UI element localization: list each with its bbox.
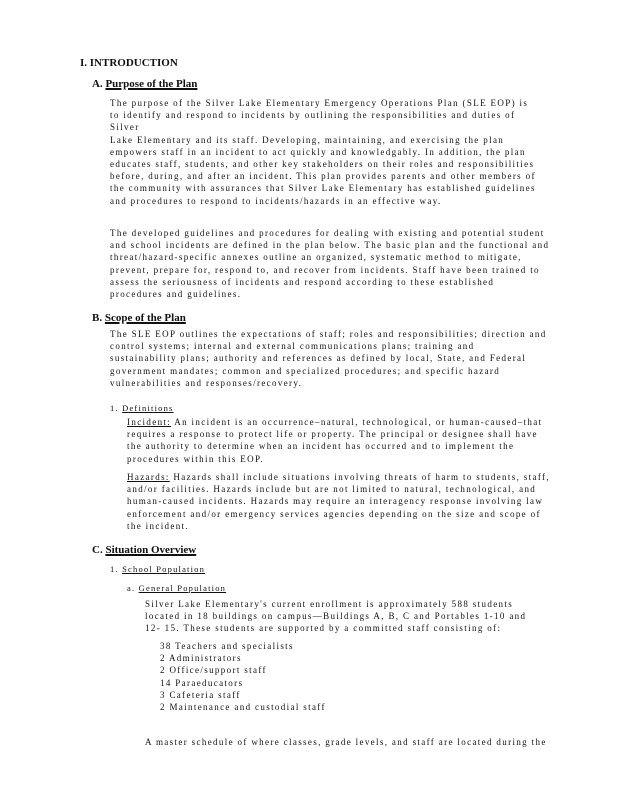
definition-term: Incident: bbox=[127, 417, 172, 427]
master-schedule-paragraph: A master schedule of where classes, grade levels, and staff are located during the bbox=[145, 737, 547, 747]
section-heading-introduction: I. INTRODUCTION bbox=[80, 57, 178, 69]
definition-text: Hazards shall include situations involving threats of harm to students, staff, and/or facilities. Hazards include but are not limited to natural, technological, and human-caused incidents. Hazards may require an interagency response involving law enforcement and/or emergency services agencies depending on the size and scope of the incident. bbox=[127, 472, 550, 531]
heading-situation-overview bbox=[92, 544, 196, 556]
subheading-number: 1. bbox=[110, 403, 119, 413]
subheading-school-population bbox=[110, 564, 205, 574]
purpose-paragraph-2: The developed guidelines and procedures for dealing with existing and potential student and school incidents are defined in the plan below. The basic plan and the functional and threat/hazard-specific annexes outline an organized, systematic method to mitigate, prevent, prepare for, respond to, and recover from incidents. Staff have been trained to assess the seriousness of incidents and respond according to these established procedures and guidelines. bbox=[110, 228, 550, 300]
population-paragraph: Silver Lake Elementary's current enrollment is approximately 588 students located in 18 buildings on campus—Buildings A, B, C and Portables 1-10 and 12- 15. These students are supported by a committed staff consisting of: bbox=[145, 599, 527, 634]
heading-letter: B. bbox=[92, 312, 103, 324]
subheading-title: General Population bbox=[138, 583, 227, 593]
subheading-number: 1. bbox=[110, 564, 119, 574]
heading-scope-of-plan bbox=[92, 312, 186, 324]
list-item: 2 Administrators bbox=[160, 653, 242, 664]
definition-incident bbox=[127, 416, 542, 465]
list-item: 38 Teachers and specialists bbox=[160, 641, 294, 651]
staff-list bbox=[160, 640, 326, 713]
heading-letter: A. bbox=[92, 78, 103, 90]
subheading-definitions bbox=[110, 403, 174, 413]
subheading-title: Definitions bbox=[122, 403, 174, 413]
list-item: 14 Paraeducators bbox=[160, 677, 244, 688]
heading-purpose-of-plan bbox=[92, 78, 197, 90]
subheading-letter: a. bbox=[127, 583, 136, 593]
heading-title: Scope of the Plan bbox=[104, 312, 186, 324]
list-item: 2 Office/support staff bbox=[160, 665, 267, 676]
scope-paragraph: The SLE EOP outlines the expectations of staff; roles and responsibilities; direction and control systems; internal and external communications plans; training and sustainability plans; authority and references as defined by local, State, and Federal government mandates; common and specialized procedures; and specific hazard vulnerabilities and responses/recovery. bbox=[110, 329, 547, 388]
purpose-paragraph-1: The purpose of the Silver Lake Elementary Emergency Operations Plan (SLE EOP) is to identify and respond to incidents by outlining the responsibilities and duties of Silver Lake Elementary and its staff. Developing, maintaining, and exercising the plan empowers staff in an incident to act quickly and knowledgably. In addition, the plan educates staff, students, and other key stakeholders on their roles and responsibilities before, during, and after an incident. This plan provides parents and other members of the community with assurances that Silver Lake Elementary has established guidelines and procedures to respond to incidents/hazards in an effective way. bbox=[110, 98, 536, 206]
list-item: 2 Maintenance and custodial staff bbox=[160, 702, 326, 713]
heading-letter: C. bbox=[92, 544, 103, 556]
definition-hazards bbox=[127, 471, 550, 532]
list-item: 3 Cafeteria staff bbox=[160, 689, 241, 700]
heading-title: Purpose of the Plan bbox=[105, 78, 198, 90]
heading-title: Situation Overview bbox=[105, 544, 197, 556]
subheading-general-population bbox=[127, 583, 226, 593]
definition-text: An incident is an occurrence–natural, technological, or human-caused–that requires a response to protect life or property. The principal or designee shall have the authority to determine when an incident has occurred and to implement the procedures within this EOP. bbox=[127, 417, 543, 464]
subheading-title: School Population bbox=[122, 564, 206, 574]
definition-term: Hazards: bbox=[127, 472, 170, 482]
